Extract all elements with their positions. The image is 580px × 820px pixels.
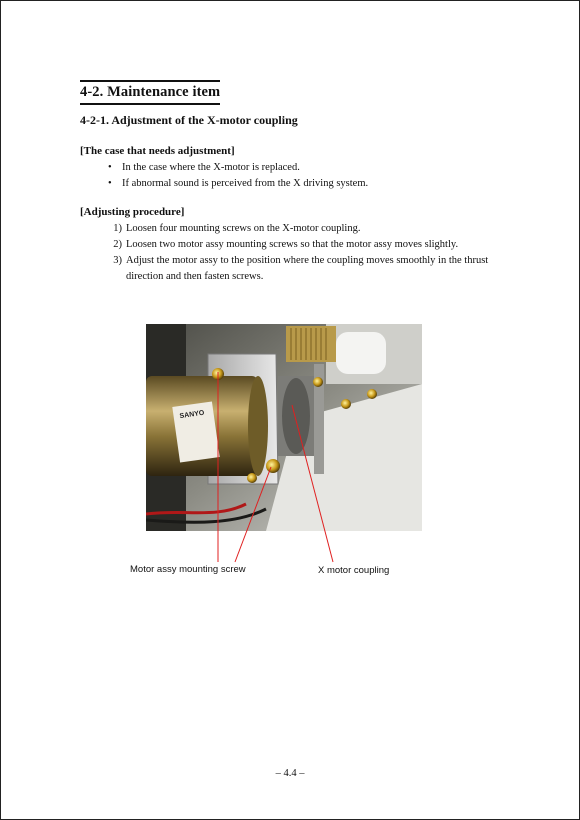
list-item <box>108 176 368 192</box>
step-number: 2) <box>113 239 122 250</box>
procedure-heading: [Adjusting procedure] <box>80 206 185 218</box>
motor-brand-label: SANYO <box>179 409 205 421</box>
step-item <box>108 253 518 285</box>
step-item <box>108 237 518 253</box>
case-heading: [The case that needs adjustment] <box>80 145 235 157</box>
caption-x-motor-coupling: X motor coupling <box>318 565 390 576</box>
page-number: – 4.4 – <box>275 768 305 779</box>
step-number: 1) <box>113 223 122 234</box>
caption-motor-assy-screw: Motor assy mounting screw <box>130 564 246 575</box>
subsection-title: 4-2-1. Adjustment of the X-motor coupling <box>80 113 298 127</box>
case-list <box>108 160 368 192</box>
list-item-text: In the case where the X-motor is replaced. <box>122 162 300 173</box>
step-text: Loosen two motor assy mounting screws so that the motor assy moves slightly. <box>126 239 459 250</box>
motor-assembly-photo <box>146 324 422 531</box>
bullet-icon: • <box>108 162 112 173</box>
list-item <box>108 160 368 176</box>
list-item-text: If abnormal sound is perceived from the X driving system. <box>122 178 369 189</box>
section-title: 4-2. Maintenance item <box>80 80 220 105</box>
step-text: Adjust the motor assy to the position where the coupling moves smoothly in the thrust direction and then fasten screws. <box>126 255 489 282</box>
step-number: 3) <box>113 255 122 266</box>
step-text: Loosen four mounting screws on the X-motor coupling. <box>126 223 361 234</box>
step-item <box>108 221 518 237</box>
procedure-steps <box>108 221 518 285</box>
bullet-icon: • <box>108 178 112 189</box>
